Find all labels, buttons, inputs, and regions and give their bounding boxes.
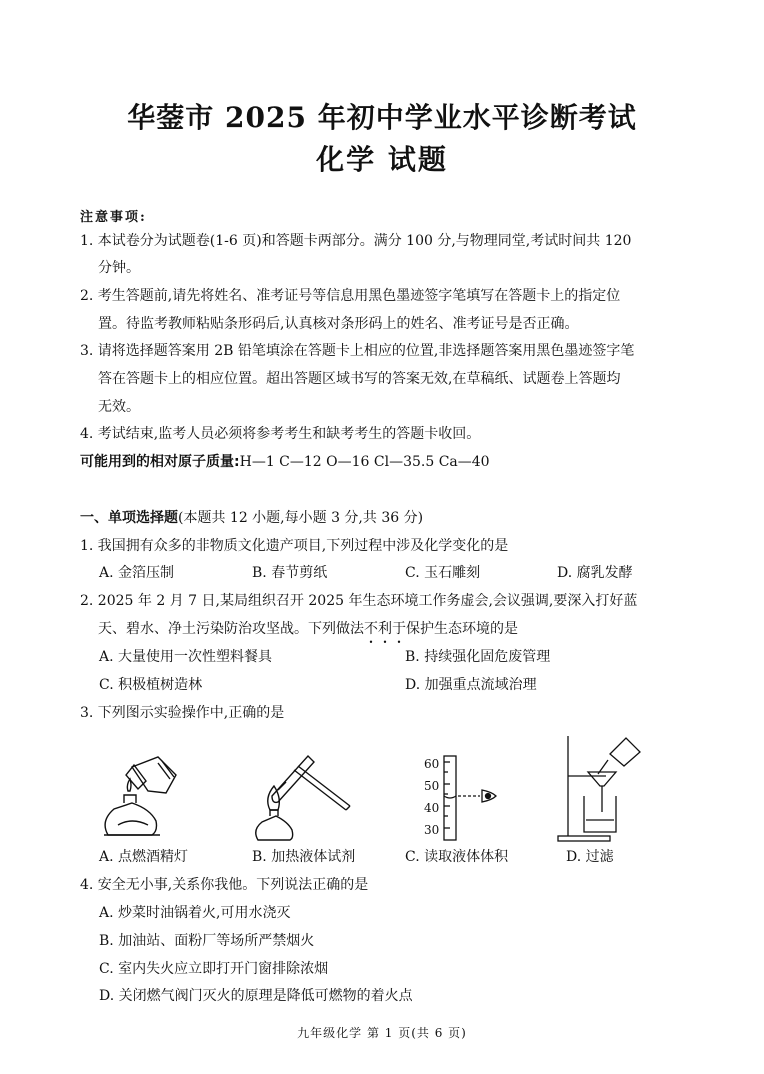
cylinder-tick-30: 30 — [424, 823, 440, 837]
notice-line: 置。待监考教师粘贴条形码后,认真核对条形码上的姓名、准考证号是否正确。 — [98, 316, 579, 332]
cylinder-tick-50: 50 — [424, 779, 440, 793]
emphasis-char: 利 — [378, 621, 392, 637]
question-4-stem: 4. 安全无小事,关系你我他。下列说法正确的是 — [80, 877, 369, 893]
question-1-stem: 1. 我国拥有众多的非物质文化遗产项目,下列过程中涉及化学变化的是 — [80, 538, 509, 554]
q3-option-b: B. 加热液体试剂 — [252, 849, 356, 865]
heating-test-tube-figure — [250, 750, 360, 842]
q4-option-d: D. 关闭燃气阀门灭火的原理是降低可燃物的着火点 — [99, 988, 413, 1004]
atomic-mass-values: H—1 C—12 O—16 Cl—35.5 Ca—40 — [239, 454, 490, 470]
q1-option-d: D. 腐乳发酵 — [557, 565, 633, 581]
notice-line: 答在答题卡上的相应位置。超出答题区域书写的答案无效,在草稿纸、试题卷上答题均 — [98, 371, 621, 387]
notice-line: 4. 考试结束,监考人员必须将参考考生和缺考考生的答题卡收回。 — [80, 426, 481, 442]
page-title: 华蓥市 2025 年初中学业水平诊断考试 — [127, 101, 637, 134]
q4-option-a: A. 炒菜时油锅着火,可用水浇灭 — [99, 905, 291, 921]
notice-line: 3. 请将选择题答案用 2B 铅笔填涂在答题卡上相应的位置,非选择题答案用黑色墨迹签字笔 — [80, 343, 635, 359]
q1-option-a: A. 金箔压制 — [99, 565, 175, 581]
section-note: (本题共 12 小题,每小题 3 分,共 36 分) — [178, 510, 424, 526]
notice-line: 无效。 — [98, 399, 140, 415]
q2-option-c: C. 积极植树造林 — [99, 677, 203, 693]
filtration-figure — [556, 732, 646, 844]
notice-line: 1. 本试卷分为试题卷(1-6 页)和答题卡两部分。满分 100 分,与物理同堂,考试时间共 120 — [80, 233, 632, 249]
q3-option-d: D. 过滤 — [566, 849, 614, 865]
q2-text-a: 天、碧水、净土污染防治攻坚战。下列做法 — [98, 621, 364, 637]
q2-option-b: B. 持续强化固危废管理 — [405, 649, 551, 665]
notice-line: 2. 考生答题前,请先将姓名、准考证号等信息用黑色墨迹签字笔填写在答题卡上的指定位 — [80, 288, 621, 304]
q1-option-b: B. 春节剪纸 — [252, 565, 328, 581]
q3-option-c: C. 读取液体体积 — [405, 849, 509, 865]
question-2-stem: 2. 2025 年 2 月 7 日,某局组织召开 2025 年生态环境工作务虚会,会议强调,要深入打好蓝 — [80, 593, 638, 609]
q4-option-c: C. 室内失火应立即打开门窗排除浓烟 — [99, 961, 329, 977]
cylinder-tick-40: 40 — [424, 801, 440, 815]
question-2-stem-cont — [98, 620, 518, 638]
cylinder-tick-60: 60 — [424, 757, 440, 771]
q2-text-b: 保护生态环境的是 — [406, 621, 518, 637]
section-heading — [80, 509, 423, 527]
q4-option-b: B. 加油站、面粉厂等场所严禁烟火 — [99, 933, 315, 949]
page-footer: 九年级化学 第 1 页(共 6 页) — [297, 1026, 467, 1040]
q3-option-a: A. 点燃酒精灯 — [99, 849, 189, 865]
q2-option-d: D. 加强重点流域治理 — [405, 677, 537, 693]
notice-heading: 注意事项: — [80, 210, 147, 225]
q1-option-c: C. 玉石雕刻 — [405, 565, 481, 581]
emphasis-char: 不 — [364, 621, 378, 637]
emphasis-char: 于 — [392, 621, 406, 637]
question-3-stem: 3. 下列图示实验操作中,正确的是 — [80, 705, 285, 721]
atomic-mass-line — [80, 453, 490, 471]
alcohol-lamp-figure — [96, 755, 196, 843]
atomic-mass-label: 可能用到的相对原子质量: — [80, 454, 240, 470]
q2-option-a: A. 大量使用一次性塑料餐具 — [99, 649, 273, 665]
section-title: 一、单项选择题 — [80, 510, 178, 526]
page-subtitle: 化学 试题 — [316, 143, 448, 176]
notice-line: 分钟。 — [98, 260, 140, 276]
